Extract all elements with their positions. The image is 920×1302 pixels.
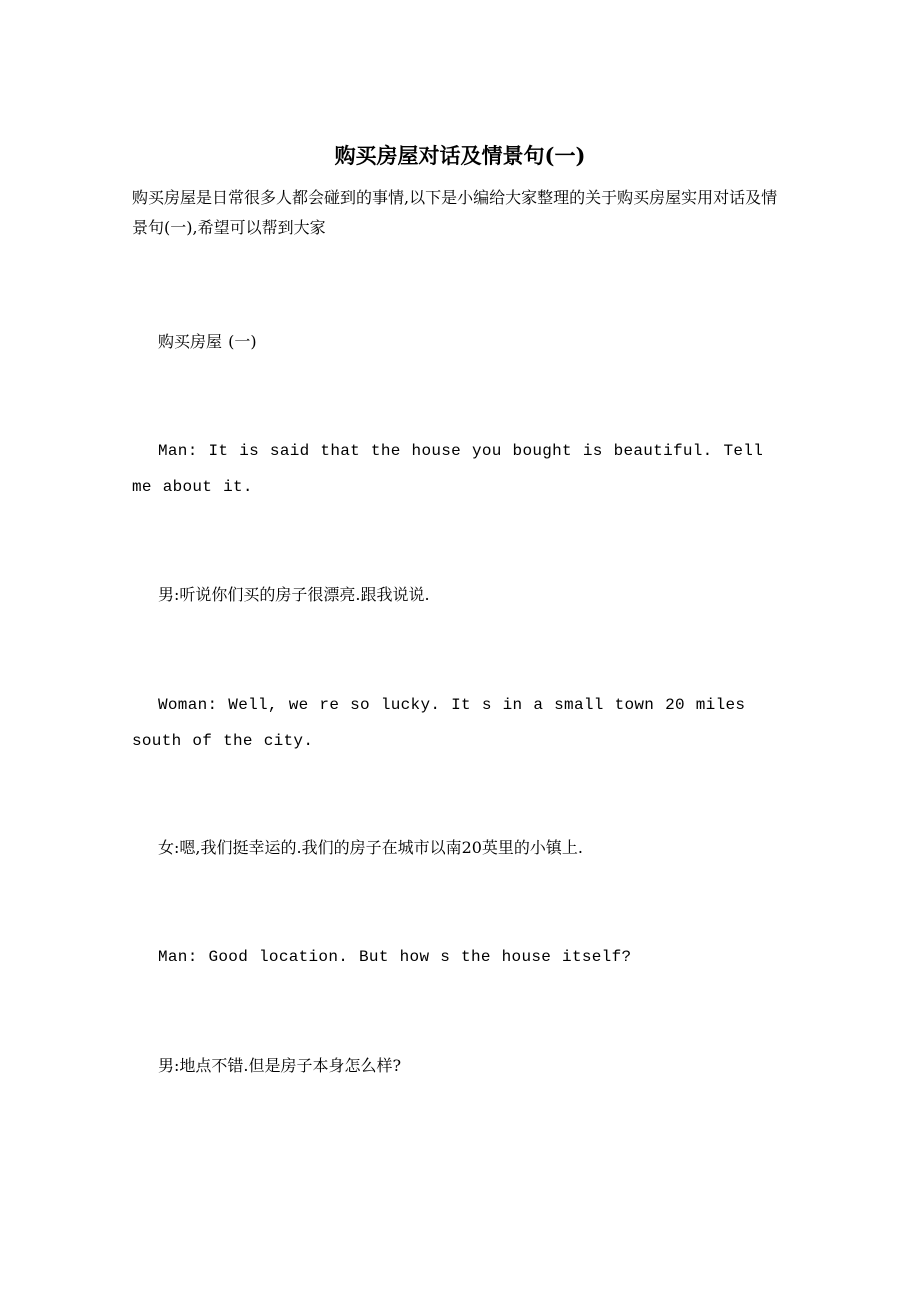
dialogue-line-man-1-en: Man: It is said that the house you bought is beautiful. Tell me about it. [132,442,764,496]
dialogue-line-man-2-en: Man: Good location. But how s the house itself? [158,948,632,966]
dialogue-line-man-1-zh: 男:听说你们买的房子很漂亮.跟我说说. [158,585,430,604]
dialogue-line-woman-1-zh: 女:嗯,我们挺幸运的.我们的房子在城市以南20英里的小镇上. [158,838,584,857]
dialogue-line-woman-1-en: Woman: Well, we re so lucky. It s in a small town 20 miles south of the city. [132,696,746,750]
dialogue-line-man-2-zh: 男:地点不错.但是房子本身怎么样? [158,1056,402,1075]
intro-paragraph: 购买房屋是日常很多人都会碰到的事情,以下是小编给大家整理的关于购买房屋实用对话及情景句(一),希望可以帮到大家 [132,188,778,237]
section-heading: 购买房屋 (一) [158,332,257,351]
document-title: 购买房屋对话及情景句(一) [334,143,586,168]
